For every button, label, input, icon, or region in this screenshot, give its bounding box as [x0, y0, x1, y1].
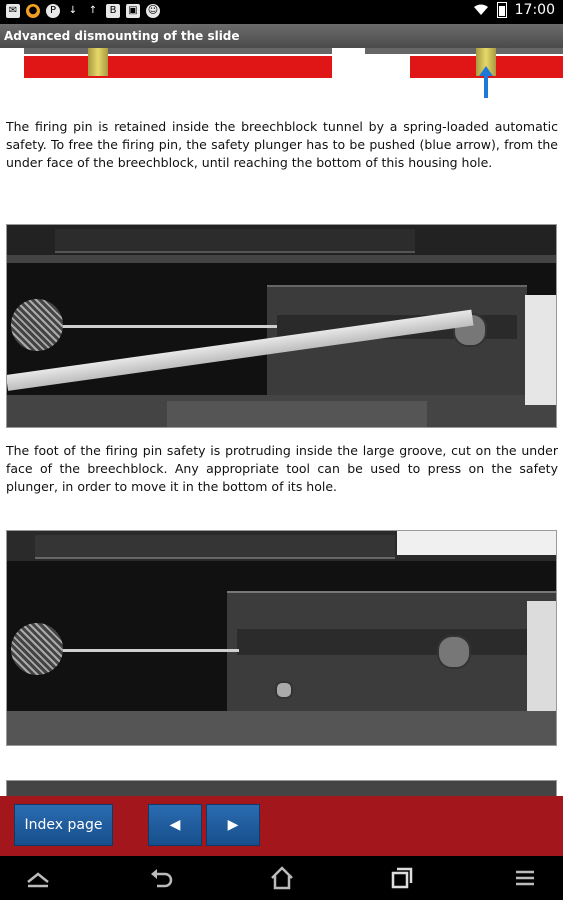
download-icon: ↓ [68, 5, 78, 16]
gallery-icon: ▣ [126, 4, 140, 18]
bottom-toolbar [0, 796, 563, 856]
battery-icon [497, 2, 507, 18]
diagram-image [0, 48, 563, 92]
home-icon[interactable] [268, 864, 296, 892]
paragraph-safety-plunger: The foot of the firing pin safety is protruding inside the large groove, cut on the under face of the breechblock. Any appropriate tool can be used to press on the safety plunger, in order to move it in the bottom of its hole. [6, 443, 558, 494]
paragraph-firing-pin: The firing pin is retained inside the breechblock tunnel by a spring-loaded automatic safety. To free the firing pin, the safety plunger has to be pushed (blue arrow), from the under face of the breechblock, until reaching the bottom of this housing hole. [6, 119, 558, 170]
chevron-right-icon: ▶ [227, 817, 239, 833]
back-icon[interactable] [147, 864, 175, 892]
next-page-button[interactable] [206, 804, 260, 846]
upload-icon: ↑ [88, 5, 98, 16]
photo-breechblock-2 [6, 530, 557, 746]
notification-icons [6, 4, 160, 18]
recent-apps-icon[interactable] [387, 864, 415, 892]
status-bar [0, 0, 563, 24]
wifi-icon [473, 4, 489, 16]
photo-breechblock-1 [6, 224, 557, 428]
index-page-label: Index page [24, 817, 103, 833]
mail-icon: ✉ [6, 4, 20, 18]
page-title: Advanced dismounting of the slide [4, 29, 240, 43]
hide-keyboard-icon[interactable] [24, 864, 52, 892]
blue-arrow-icon [478, 66, 494, 98]
content-area[interactable] [0, 48, 563, 796]
photo-breechblock-3 [6, 780, 557, 796]
menu-icon[interactable] [511, 864, 539, 892]
chevron-left-icon: ◀ [169, 817, 181, 833]
app-title-bar [0, 24, 563, 48]
pinterest-icon: P [46, 4, 60, 18]
android-icon: ☺ [147, 5, 159, 16]
index-page-button[interactable] [14, 804, 113, 846]
notification-icon: ● [26, 4, 40, 18]
previous-page-button[interactable] [148, 804, 202, 846]
system-navigation-bar [0, 856, 563, 900]
clock: 17:00 [514, 2, 555, 18]
news-icon: B [106, 4, 120, 18]
